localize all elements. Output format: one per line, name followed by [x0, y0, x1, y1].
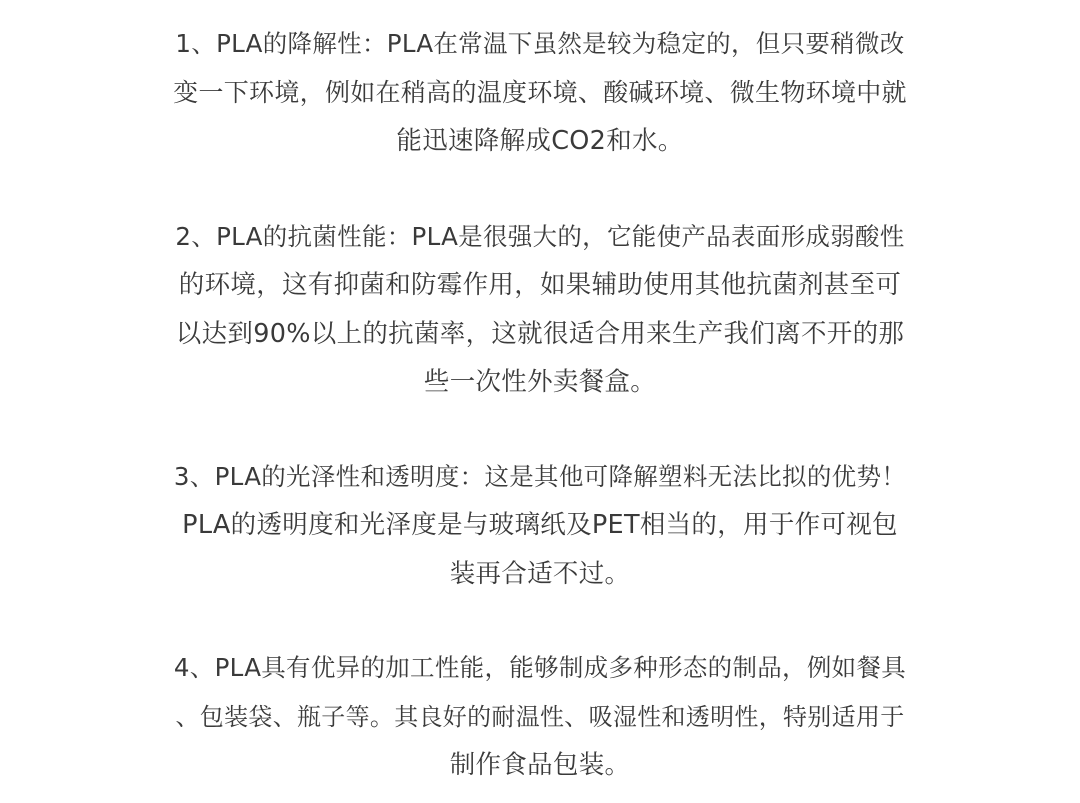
- text-line: 能迅速降解成CO2和水。: [396, 126, 684, 156]
- text-line: 制作食品包装。: [449, 750, 631, 780]
- text-line: 装再合适不过。: [449, 558, 631, 589]
- text-line: 1、PLA的降解性：PLA在常温下虽然是较为稳定的，但只要稍微改: [175, 29, 905, 58]
- text-line: 些一次性外卖餐盒。: [423, 367, 657, 397]
- text-line: 2、PLA的抗菌性能：PLA是很强大的，它能使产品表面形成弱酸性: [175, 221, 905, 251]
- paragraph-pla-processing: [170, 644, 910, 790]
- text-line: 的环境，这有抑菌和防霉作用，如果辅助使用其他抗菌剂甚至可: [178, 270, 902, 300]
- text-line: PLA的透明度和光泽度是与玻璃纸及PET相当的，用于作可视包: [182, 510, 898, 540]
- paragraph-pla-antibacterial: [170, 213, 910, 407]
- text-line: 以达到90%以上的抗菌率，这就很适合用来生产我们离不开的那: [175, 318, 905, 349]
- text-line: 、包装袋、瓶子等。其良好的耐温性、吸湿性和透明性，特别适用于: [175, 702, 905, 731]
- text-line: 3、PLA的光泽性和透明度：这是其他可降解塑料无法比拟的优势！: [173, 461, 907, 491]
- article-body: [170, 20, 910, 790]
- paragraph-pla-gloss-transparency: [170, 453, 910, 599]
- text-line: 变一下环境，例如在稍高的温度环境、酸碱环境、微生物环境中就: [173, 77, 907, 107]
- paragraph-pla-degradability: [170, 20, 910, 166]
- text-line: 4、PLA具有优异的加工性能，能够制成多种形态的制品，例如餐具: [173, 653, 907, 682]
